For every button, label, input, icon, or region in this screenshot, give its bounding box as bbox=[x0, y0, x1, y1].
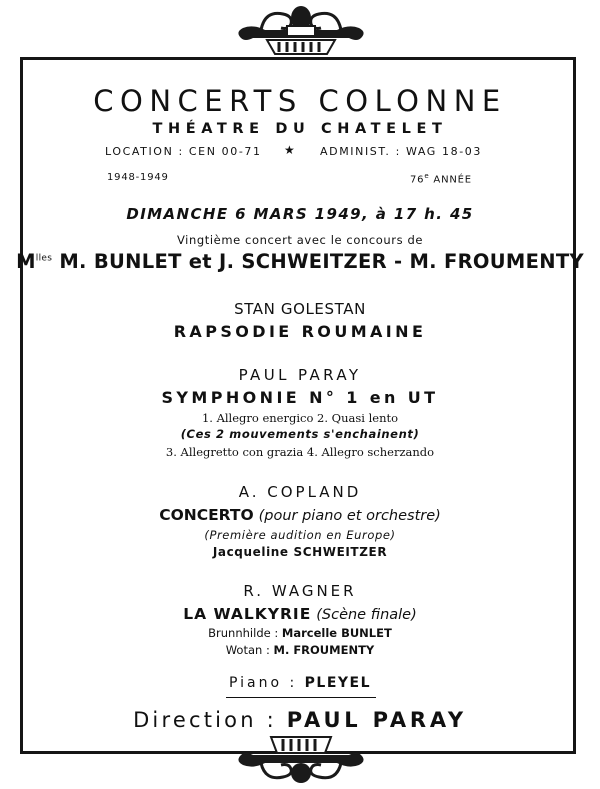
featured-artists: $M^{lles}$ M. BUNLET et J. SCHWEITZER - M. FROUMENTY bbox=[16, 250, 584, 273]
piano-credit: Piano : PLEYEL bbox=[228, 675, 372, 691]
composer-wagner: R. WAGNER bbox=[243, 582, 357, 600]
work-rapsodie: RAPSODIE ROUMAINE bbox=[173, 322, 427, 341]
composer-golestan: STAN GOLESTAN bbox=[234, 300, 366, 318]
movements-first: 1. Allegro energico 2. Quasi lento bbox=[201, 411, 399, 425]
location-phone: LOCATION : CEN 00-71 bbox=[105, 145, 262, 158]
bottom-scroll-ornament-icon bbox=[231, 733, 371, 789]
movements-note: (Ces 2 mouvements s'enchainent) bbox=[180, 427, 420, 441]
concert-date: DIMANCHE 6 MARS 1949, à 17 h. 45 bbox=[126, 205, 474, 223]
top-scroll-ornament-icon bbox=[231, 2, 371, 58]
work-symphonie: SYMPHONIE N° 1 en UT bbox=[161, 388, 439, 407]
work-walkyrie: LA WALKYRIE (Scène finale) bbox=[183, 605, 417, 623]
direction-credit: Direction : PAUL PARAY bbox=[133, 708, 467, 732]
work-concerto: CONCERTO (pour piano et orchestre) bbox=[159, 506, 441, 524]
premiere-note: (Première audition en Europe) bbox=[204, 528, 396, 542]
season: 1948-1949 bbox=[107, 172, 169, 183]
cast-brunnhilde: Brunnhilde : Marcelle BUNLET bbox=[208, 626, 392, 640]
admin-phone: ADMINIST. : WAG 18-03 bbox=[320, 145, 482, 158]
subtitle: Vingtième concert avec le concours de bbox=[176, 233, 424, 247]
edition-year: 76e ANNÉE bbox=[410, 172, 472, 186]
piano-divider bbox=[226, 697, 376, 698]
soloist-schweitzer: Jacqueline SCHWEITZER bbox=[212, 545, 388, 559]
movements-second: 3. Allegretto con grazia 4. Allegro scherzando bbox=[165, 445, 435, 459]
venue: THÉATRE DU CHATELET bbox=[152, 121, 448, 137]
star-icon: ★ bbox=[284, 143, 295, 157]
cast-wotan: Wotan : M. FROUMENTY bbox=[225, 643, 375, 657]
concert-title: CONCERTS COLONNE bbox=[93, 84, 507, 118]
composer-paray: PAUL PARAY bbox=[238, 366, 362, 384]
composer-copland: A. COPLAND bbox=[238, 483, 362, 501]
